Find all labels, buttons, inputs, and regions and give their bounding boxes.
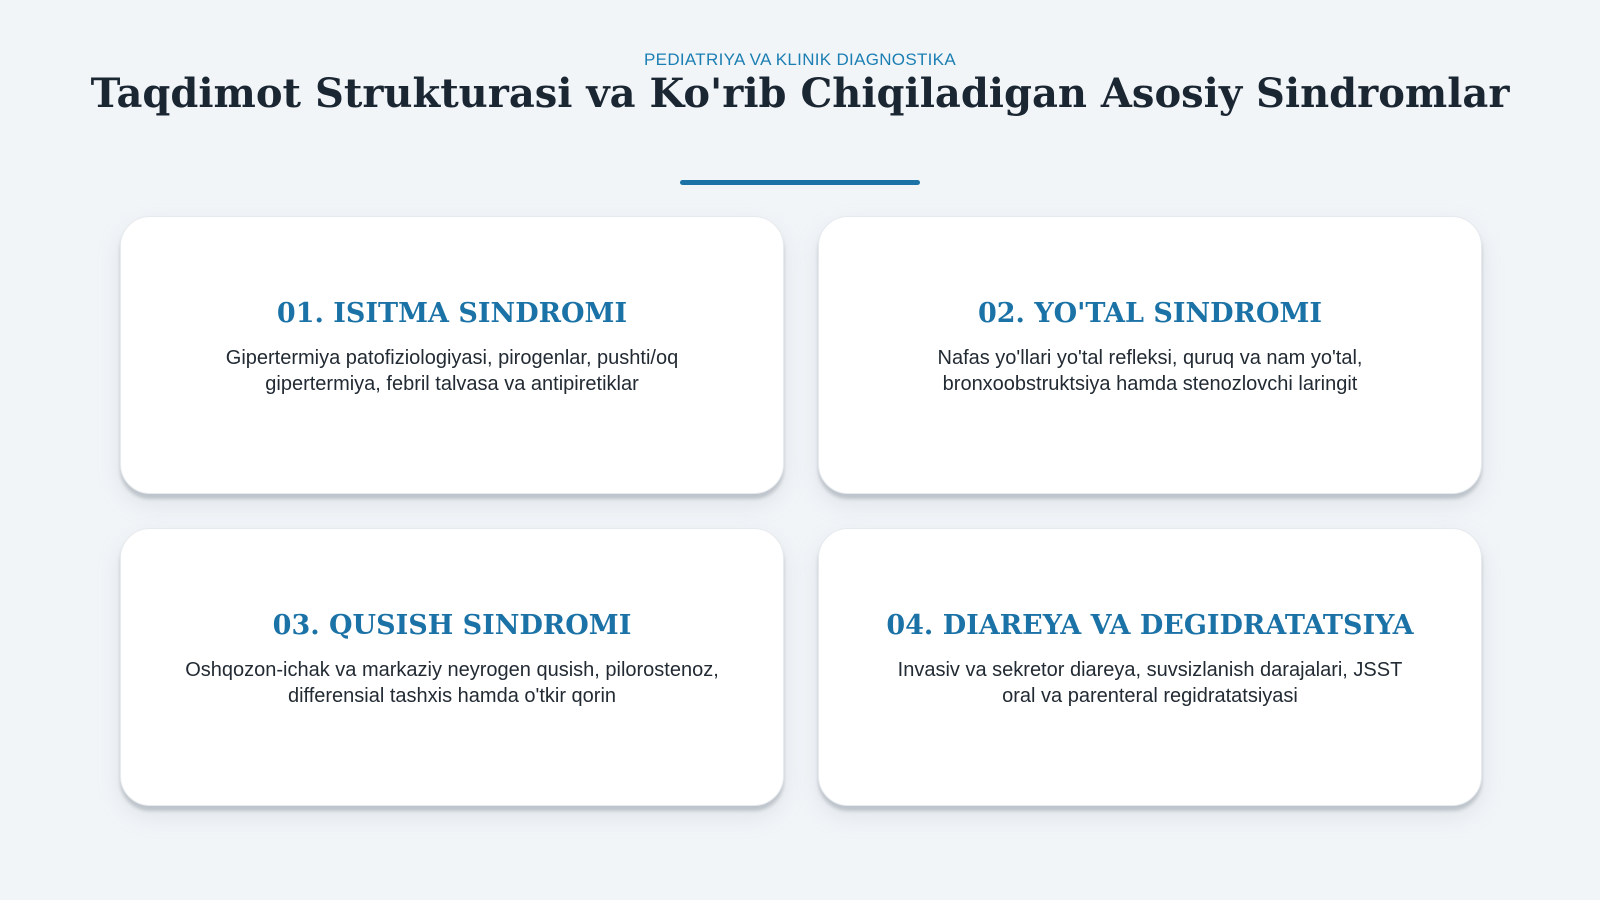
card-description-line: Nafas yo'llari yo'tal refleksi, quruq va nam yo'tal, [937,346,1363,369]
card-description-line: Invasiv va sekretor diareya, suvsizlanish darajalari, JSST [897,658,1403,681]
card-description-line: Gipertermiya patofiziologiyasi, pirogenlar, pushti/oq [225,346,679,369]
slide-kicker: PEDIATRIYA VA KLINIK DIAGNOSTIKA [644,50,956,69]
slide-title: Taqdimot Strukturasi va Ko'rib Chiqiladigan Asosiy Sindromlar [90,70,1510,117]
card-description-line: oral va parenteral regidratatsiyasi [1002,684,1298,707]
title-divider [680,180,920,185]
card-description [185,657,719,709]
card-title: 04. DIAREYA VA DEGIDRATATSIYA [886,609,1414,641]
card-title: 02. YO'TAL SINDROMI [977,297,1323,329]
card-description [938,345,1363,397]
card-description-line: gipertermiya, febril talvasa va antipiretiklar [265,372,639,395]
card-title: 03. QUSISH SINDROMI [272,609,632,641]
syndrome-card-fever [120,216,784,494]
card-description-line: Oshqozon-ichak va markaziy neyrogen qusish, pilorostenoz, [185,658,719,681]
syndrome-card-vomiting [120,528,784,806]
syndrome-grid [120,216,1482,806]
syndrome-card-diarrhea [818,528,1482,806]
card-description [898,657,1403,709]
syndrome-card-cough [818,216,1482,494]
card-title: 01. ISITMA SINDROMI [276,297,628,329]
card-description-line: differensial tashxis hamda o'tkir qorin [287,684,617,707]
card-description [226,345,678,397]
card-description-line: bronxoobstruktsiya hamda stenozlovchi laringit [942,372,1358,395]
